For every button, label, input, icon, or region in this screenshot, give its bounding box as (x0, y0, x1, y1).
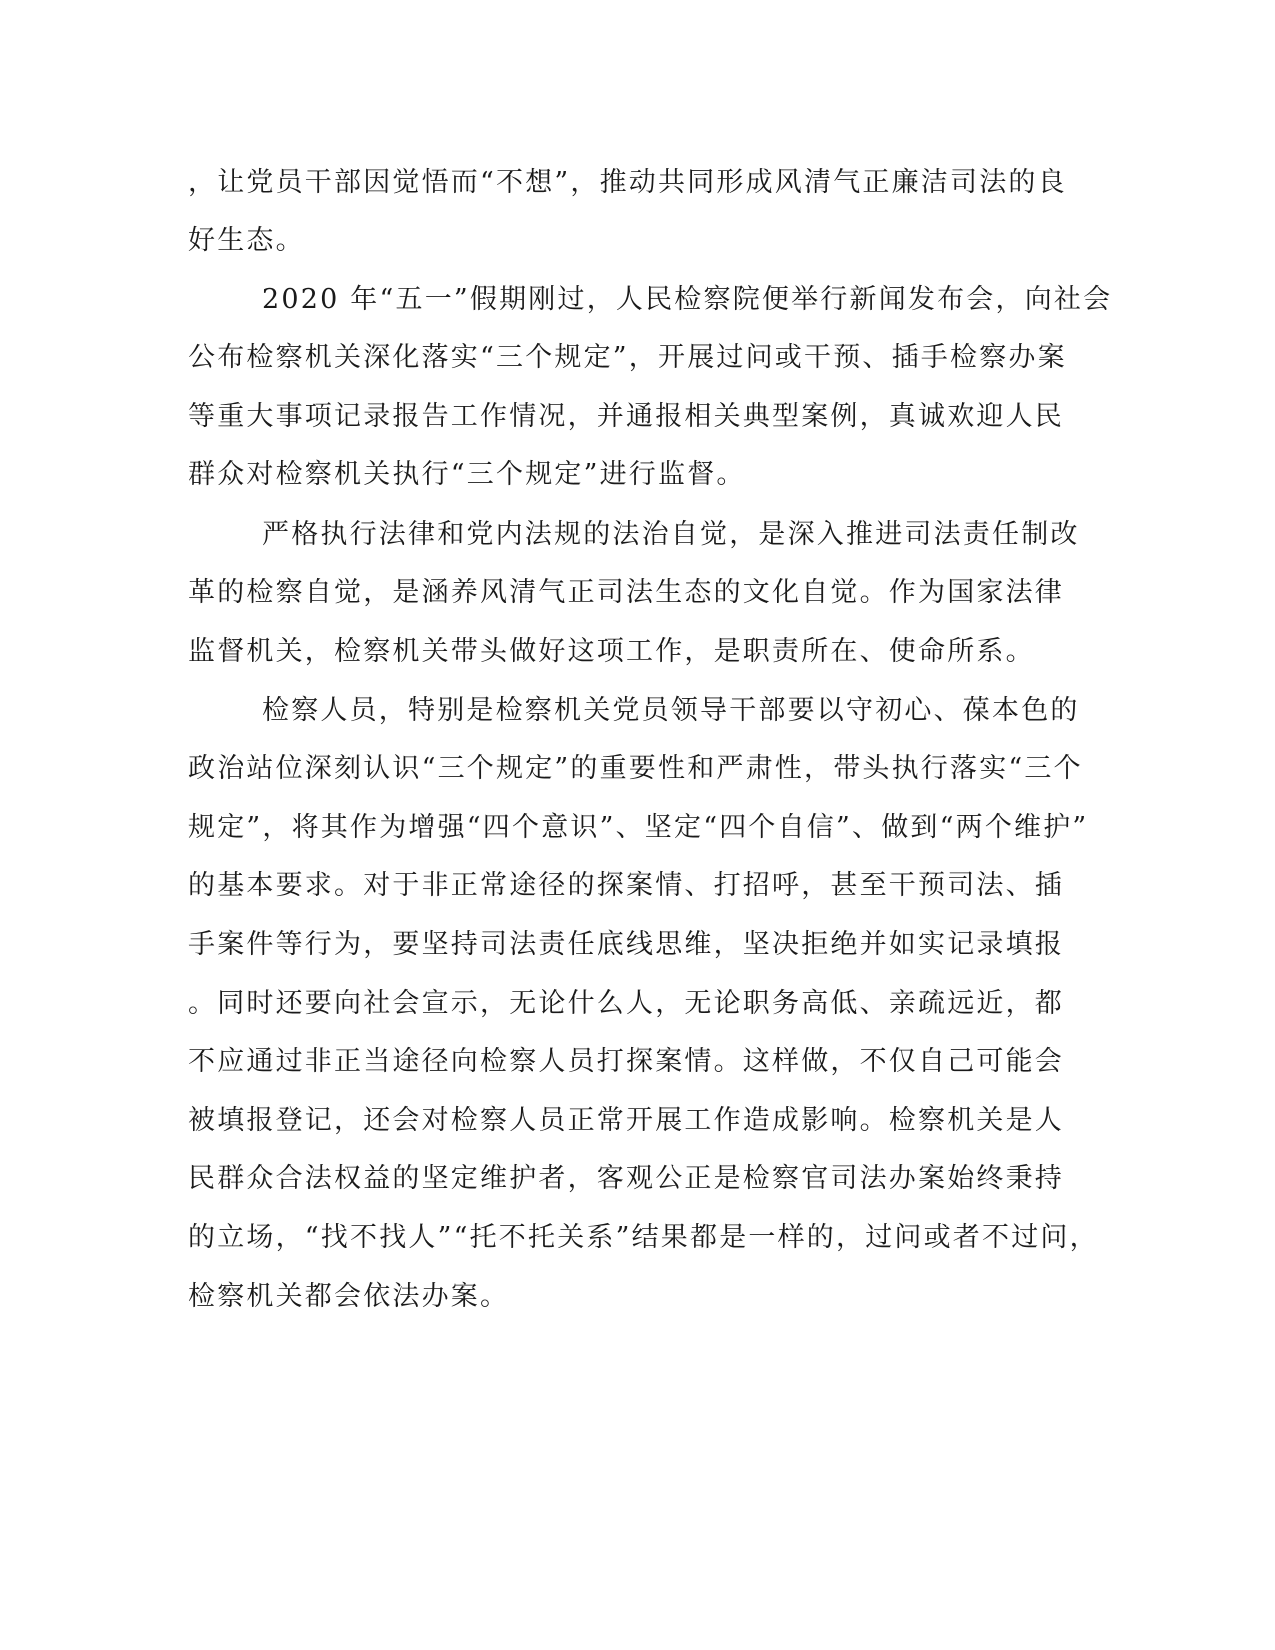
paragraph-4-line-4: 的基本要求。对于非正常途径的探案情、打招呼，甚至干预司法、插 (188, 870, 1064, 901)
paragraph-4-line-1: 检察人员，特别是检察机关党员领导干部要以守初心、葆本色的 (262, 695, 1080, 726)
paragraph-3-line-3: 监督机关，检察机关带头做好这项工作，是职责所在、使命所系。 (188, 636, 1035, 667)
paragraph-4-line-8: 被填报登记，还会对检察人员正常开展工作造成影响。检察机关是人 (188, 1105, 1064, 1136)
paragraph-1-line-2: 好生态。 (188, 225, 305, 256)
paragraph-4-line-3: 规定”，将其作为增强“四个意识”、坚定“四个自信”、做到“两个维护” (188, 812, 1089, 843)
paragraph-4-line-11: 检察机关都会依法办案。 (188, 1281, 510, 1312)
paragraph-2-line-4: 群众对检察机关执行“三个规定”进行监督。 (188, 459, 746, 490)
paragraph-1-line-1: ，让党员干部因觉悟而“不想”，推动共同形成风清气正廉洁司法的良 (188, 167, 1067, 198)
paragraph-4-line-2: 政治站位深刻认识“三个规定”的重要性和严肃性，带头执行落实“三个 (188, 753, 1083, 784)
paragraph-4-line-5: 手案件等行为，要坚持司法责任底线思维，坚决拒绝并如实记录填报 (188, 929, 1064, 960)
paragraph-4-line-9: 民群众合法权益的坚定维护者，客观公正是检察官司法办案始终秉持 (188, 1163, 1064, 1194)
paragraph-2-line-3: 等重大事项记录报告工作情况，并通报相关典型案例，真诚欢迎人民 (188, 401, 1064, 432)
paragraph-4-line-10: 的立场，“找不找人”“托不托关系”结果都是一样的，过问或者不过问， (188, 1222, 1099, 1253)
paragraph-2-line-1: 2020 年“五一”假期刚过，人民检察院便举行新闻发布会，向社会 (262, 284, 1113, 315)
paragraph-4-line-7: 不应通过非正当途径向检察人员打探案情。这样做，不仅自己可能会 (188, 1046, 1064, 1077)
paragraph-3-line-2: 革的检察自觉，是涵养风清气正司法生态的文化自觉。作为国家法律 (188, 577, 1064, 608)
paragraph-4-line-6: 。同时还要向社会宣示，无论什么人，无论职务高低、亲疏远近，都 (188, 988, 1064, 1019)
paragraph-3-line-1: 严格执行法律和党内法规的法治自觉，是深入推进司法责任制改 (262, 519, 1080, 550)
paragraph-2-line-2: 公布检察机关深化落实“三个规定”，开展过问或干预、插手检察办案 (188, 342, 1067, 373)
